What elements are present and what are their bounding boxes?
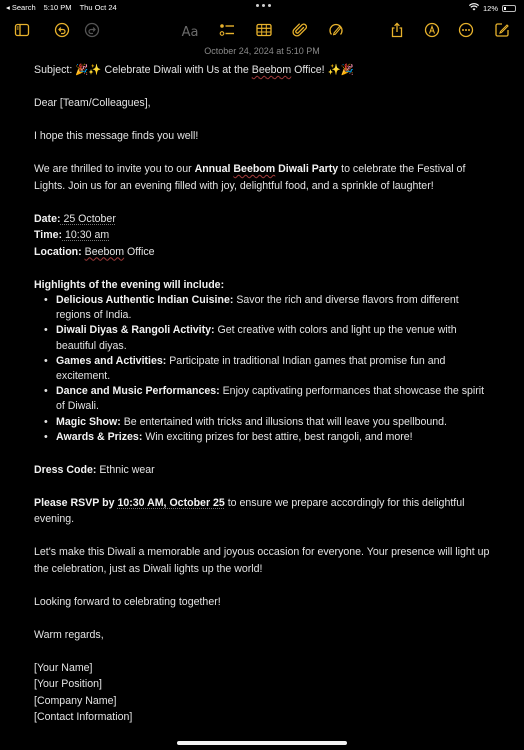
event-location: Location: Beebom Office xyxy=(34,245,155,258)
event-time: Time: 10:30 am xyxy=(34,229,110,241)
list-item: • Games and Activities: Participate in traditional Indian games that promise fun and excitement. xyxy=(42,354,494,384)
share-button[interactable] xyxy=(387,22,407,42)
status-time: 5:10 PM xyxy=(43,3,72,12)
checklist-button[interactable] xyxy=(217,22,237,42)
notes-toolbar xyxy=(0,20,524,44)
multitasking-handle[interactable] xyxy=(256,4,271,7)
note-timestamp: October 24, 2024 at 5:10 PM xyxy=(204,46,320,56)
more-options-button[interactable] xyxy=(456,22,476,42)
list-item: • Dance and Music Performances: Enjoy captivating performances that showcase the spirit of Diwali. xyxy=(42,384,494,414)
invitation-paragraph: We are thrilled to invite you to our Annual Beebom Diwali Party to celebrate the Festival of Lights. Join us for an evening filled with joy, delightful food, and a sprinkle of laughter! xyxy=(34,163,466,192)
signature-contact: [Contact Information] xyxy=(34,711,133,724)
list-item: • Delicious Authentic Indian Cuisine: Savor the rich and diverse flavors from different regions of India. xyxy=(42,293,494,323)
attachment-button[interactable] xyxy=(290,22,310,42)
battery-icon xyxy=(502,5,516,12)
signature-position: [Your Position] xyxy=(34,678,102,691)
event-date: Date: 25 October xyxy=(34,212,116,225)
regards-line: Warm regards, xyxy=(34,628,104,641)
table-icon xyxy=(256,22,272,43)
signature-name: [Your Name] xyxy=(34,661,93,674)
highlights-list xyxy=(34,293,494,445)
subject-line: Subject: 🎉✨ Celebrate Diwali with Us at the Beebom Office! ✨🎉 xyxy=(34,64,354,76)
ellipsis-circle-icon xyxy=(458,22,474,43)
greeting: Dear [Team/Colleagues], xyxy=(34,97,151,109)
looking-forward-line: Looking forward to celebrating together! xyxy=(34,595,221,608)
opening-line: I hope this message finds you well! xyxy=(34,130,199,142)
list-item: • Magic Show: Be entertained with tricks and illusions that will leave you spellbound. xyxy=(42,415,494,430)
checklist-icon xyxy=(219,22,235,43)
table-button[interactable] xyxy=(254,22,274,42)
sidebar-toggle-button[interactable] xyxy=(12,22,32,42)
writing-tools-button[interactable] xyxy=(422,22,442,42)
redo-icon xyxy=(84,22,100,43)
text-format-button[interactable]: Aa xyxy=(181,24,199,40)
rsvp-paragraph: Please RSVP by 10:30 AM, October 25 to ensure we prepare accordingly for this delightful evening. xyxy=(34,496,465,526)
home-indicator[interactable] xyxy=(177,741,347,745)
back-to-search-link[interactable]: ◂ Search xyxy=(6,3,36,12)
note-body[interactable] xyxy=(34,62,494,726)
dress-code: Dress Code: Ethnic wear xyxy=(34,463,155,476)
list-item: • Awards & Prizes: Win exciting prizes for best attire, best rangoli, and more! xyxy=(42,430,494,445)
compose-icon xyxy=(494,22,510,43)
new-note-button[interactable] xyxy=(492,22,512,42)
status-date: Thu Oct 24 xyxy=(79,3,117,12)
closing-paragraph: Let's make this Diwali a memorable and joyous occasion for everyone. Your presence will light up the celebration, just as Diwali lights up the world! xyxy=(34,546,490,575)
signature-company: [Company Name] xyxy=(34,694,117,707)
list-item: • Diwali Diyas & Rangoli Activity: Get creative with colors and light up the venue with beautiful diyas. xyxy=(42,323,494,353)
redo-button[interactable] xyxy=(82,22,102,42)
highlights-heading: Highlights of the evening will include: xyxy=(34,278,225,291)
sidebar-icon xyxy=(14,22,30,43)
battery-percent: 12% xyxy=(482,3,498,13)
markup-button[interactable] xyxy=(326,22,346,42)
undo-icon xyxy=(54,22,70,43)
share-icon xyxy=(389,22,405,43)
pen-circle-icon xyxy=(328,22,344,43)
undo-button[interactable] xyxy=(52,22,72,42)
paperclip-icon xyxy=(292,22,308,43)
wifi-icon xyxy=(469,3,479,13)
pencil-circle-icon xyxy=(424,22,440,43)
status-bar xyxy=(0,0,524,16)
